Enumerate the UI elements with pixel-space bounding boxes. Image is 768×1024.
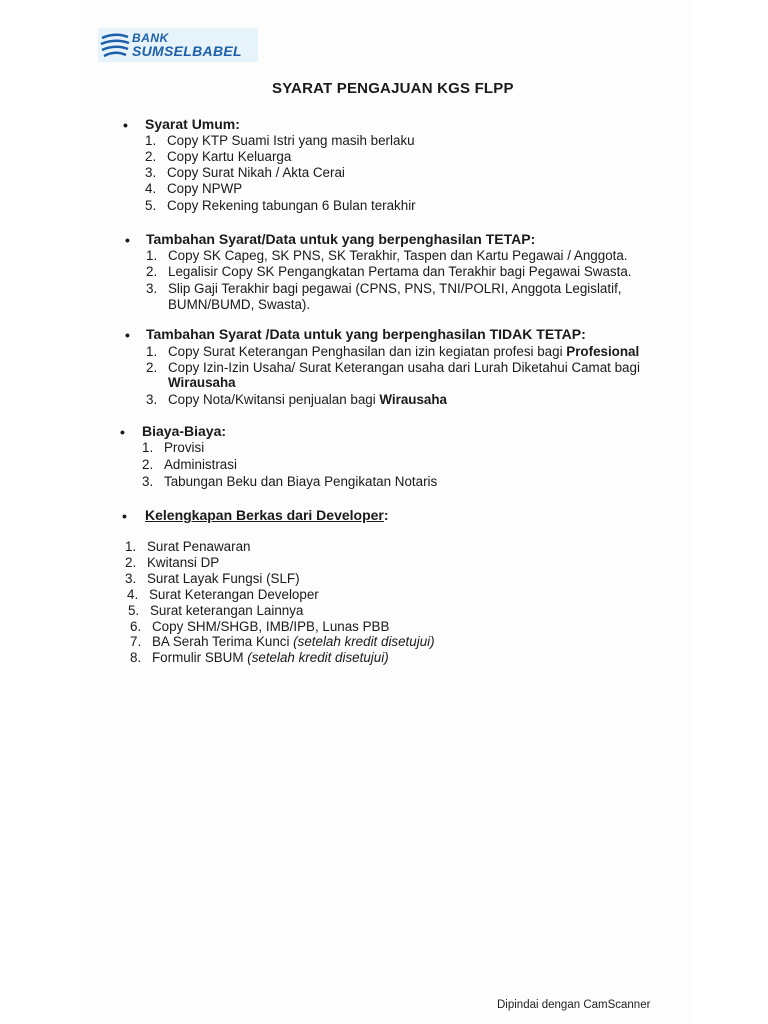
bullet-icon: • [125,327,130,343]
list-item: 6. Copy SHM/SHGB, IMB/IPB, Lunas PBB [130,619,390,634]
bank-swoosh-icon [98,28,132,62]
bullet-icon: • [125,232,130,248]
list-item: 1. Provisi [142,440,205,455]
list-item: 2. Copy Kartu Keluarga [145,149,292,164]
bullet-icon: • [123,117,128,133]
section-heading-tidak-tetap: Tambahan Syarat /Data untuk yang berpenghasilan TIDAK TETAP: [146,326,586,342]
list-item: 4. Surat Keterangan Developer [127,587,319,602]
list-item: 3. Copy Nota/Kwitansi penjualan bagi Wirausaha [146,392,448,407]
scanner-watermark: Dipindai dengan CamScanner [497,999,651,1011]
section-heading-developer: Kelengkapan Berkas dari Developer: [145,507,389,523]
bullet-icon: • [120,424,125,440]
list-item: 5. Surat keterangan Lainnya [128,603,304,618]
section-heading-biaya: Biaya-Biaya: [142,423,227,439]
section-heading-tetap: Tambahan Syarat/Data untuk yang berpenghasilan TETAP: [146,231,536,247]
logo-line-2: SUMSELBABEL [132,43,242,59]
logo-line-1: BANK [132,31,169,45]
document-title: SYARAT PENGAJUAN KGS FLPP [272,80,514,97]
list-item: 4. Copy NPWP [145,181,243,196]
list-item: 1. Copy SK Capeg, SK PNS, SK Terakhir, Taspen dan Kartu Pegawai / Anggota. [146,248,628,263]
list-item: 5. Copy Rekening tabungan 6 Bulan terakhir [145,198,416,213]
list-item: 1. Surat Penawaran [125,539,251,554]
list-item-continuation: BUMN/BUMD, Swasta). [168,297,311,312]
list-item: 3. Surat Layak Fungsi (SLF) [125,571,300,586]
section-heading-syarat-umum: Syarat Umum: [145,116,240,132]
list-item: 2. Legalisir Copy SK Pengangkatan Pertama dan Terakhir bagi Pegawai Swasta. [146,264,632,279]
bullet-icon: • [122,508,127,524]
list-item: 3. Copy Surat Nikah / Akta Cerai [145,165,345,180]
list-item: 2. Kwitansi DP [125,555,220,570]
list-item: 8. Formulir SBUM (setelah kredit disetujui) [130,650,389,665]
list-item: 7. BA Serah Terima Kunci (setelah kredit disetujui) [130,634,435,649]
list-item: 3. Tabungan Beku dan Biaya Pengikatan Notaris [142,474,438,489]
list-item: 2. Administrasi [142,457,237,472]
bank-logo [98,28,258,62]
list-item: 3. Slip Gaji Terakhir bagi pegawai (CPNS, PNS, TNI/POLRI, Anggota Legislatif, [146,281,622,296]
list-item: 2. Copy Izin-Izin Usaha/ Surat Keterangan usaha dari Lurah Diketahui Camat bagi [146,360,640,375]
list-item-continuation: Wirausaha [168,375,236,390]
list-item: 1. Copy Surat Keterangan Penghasilan dan izin kegiatan profesi bagi Profesional [146,344,640,359]
list-item: 1. Copy KTP Suami Istri yang masih berlaku [145,133,415,148]
